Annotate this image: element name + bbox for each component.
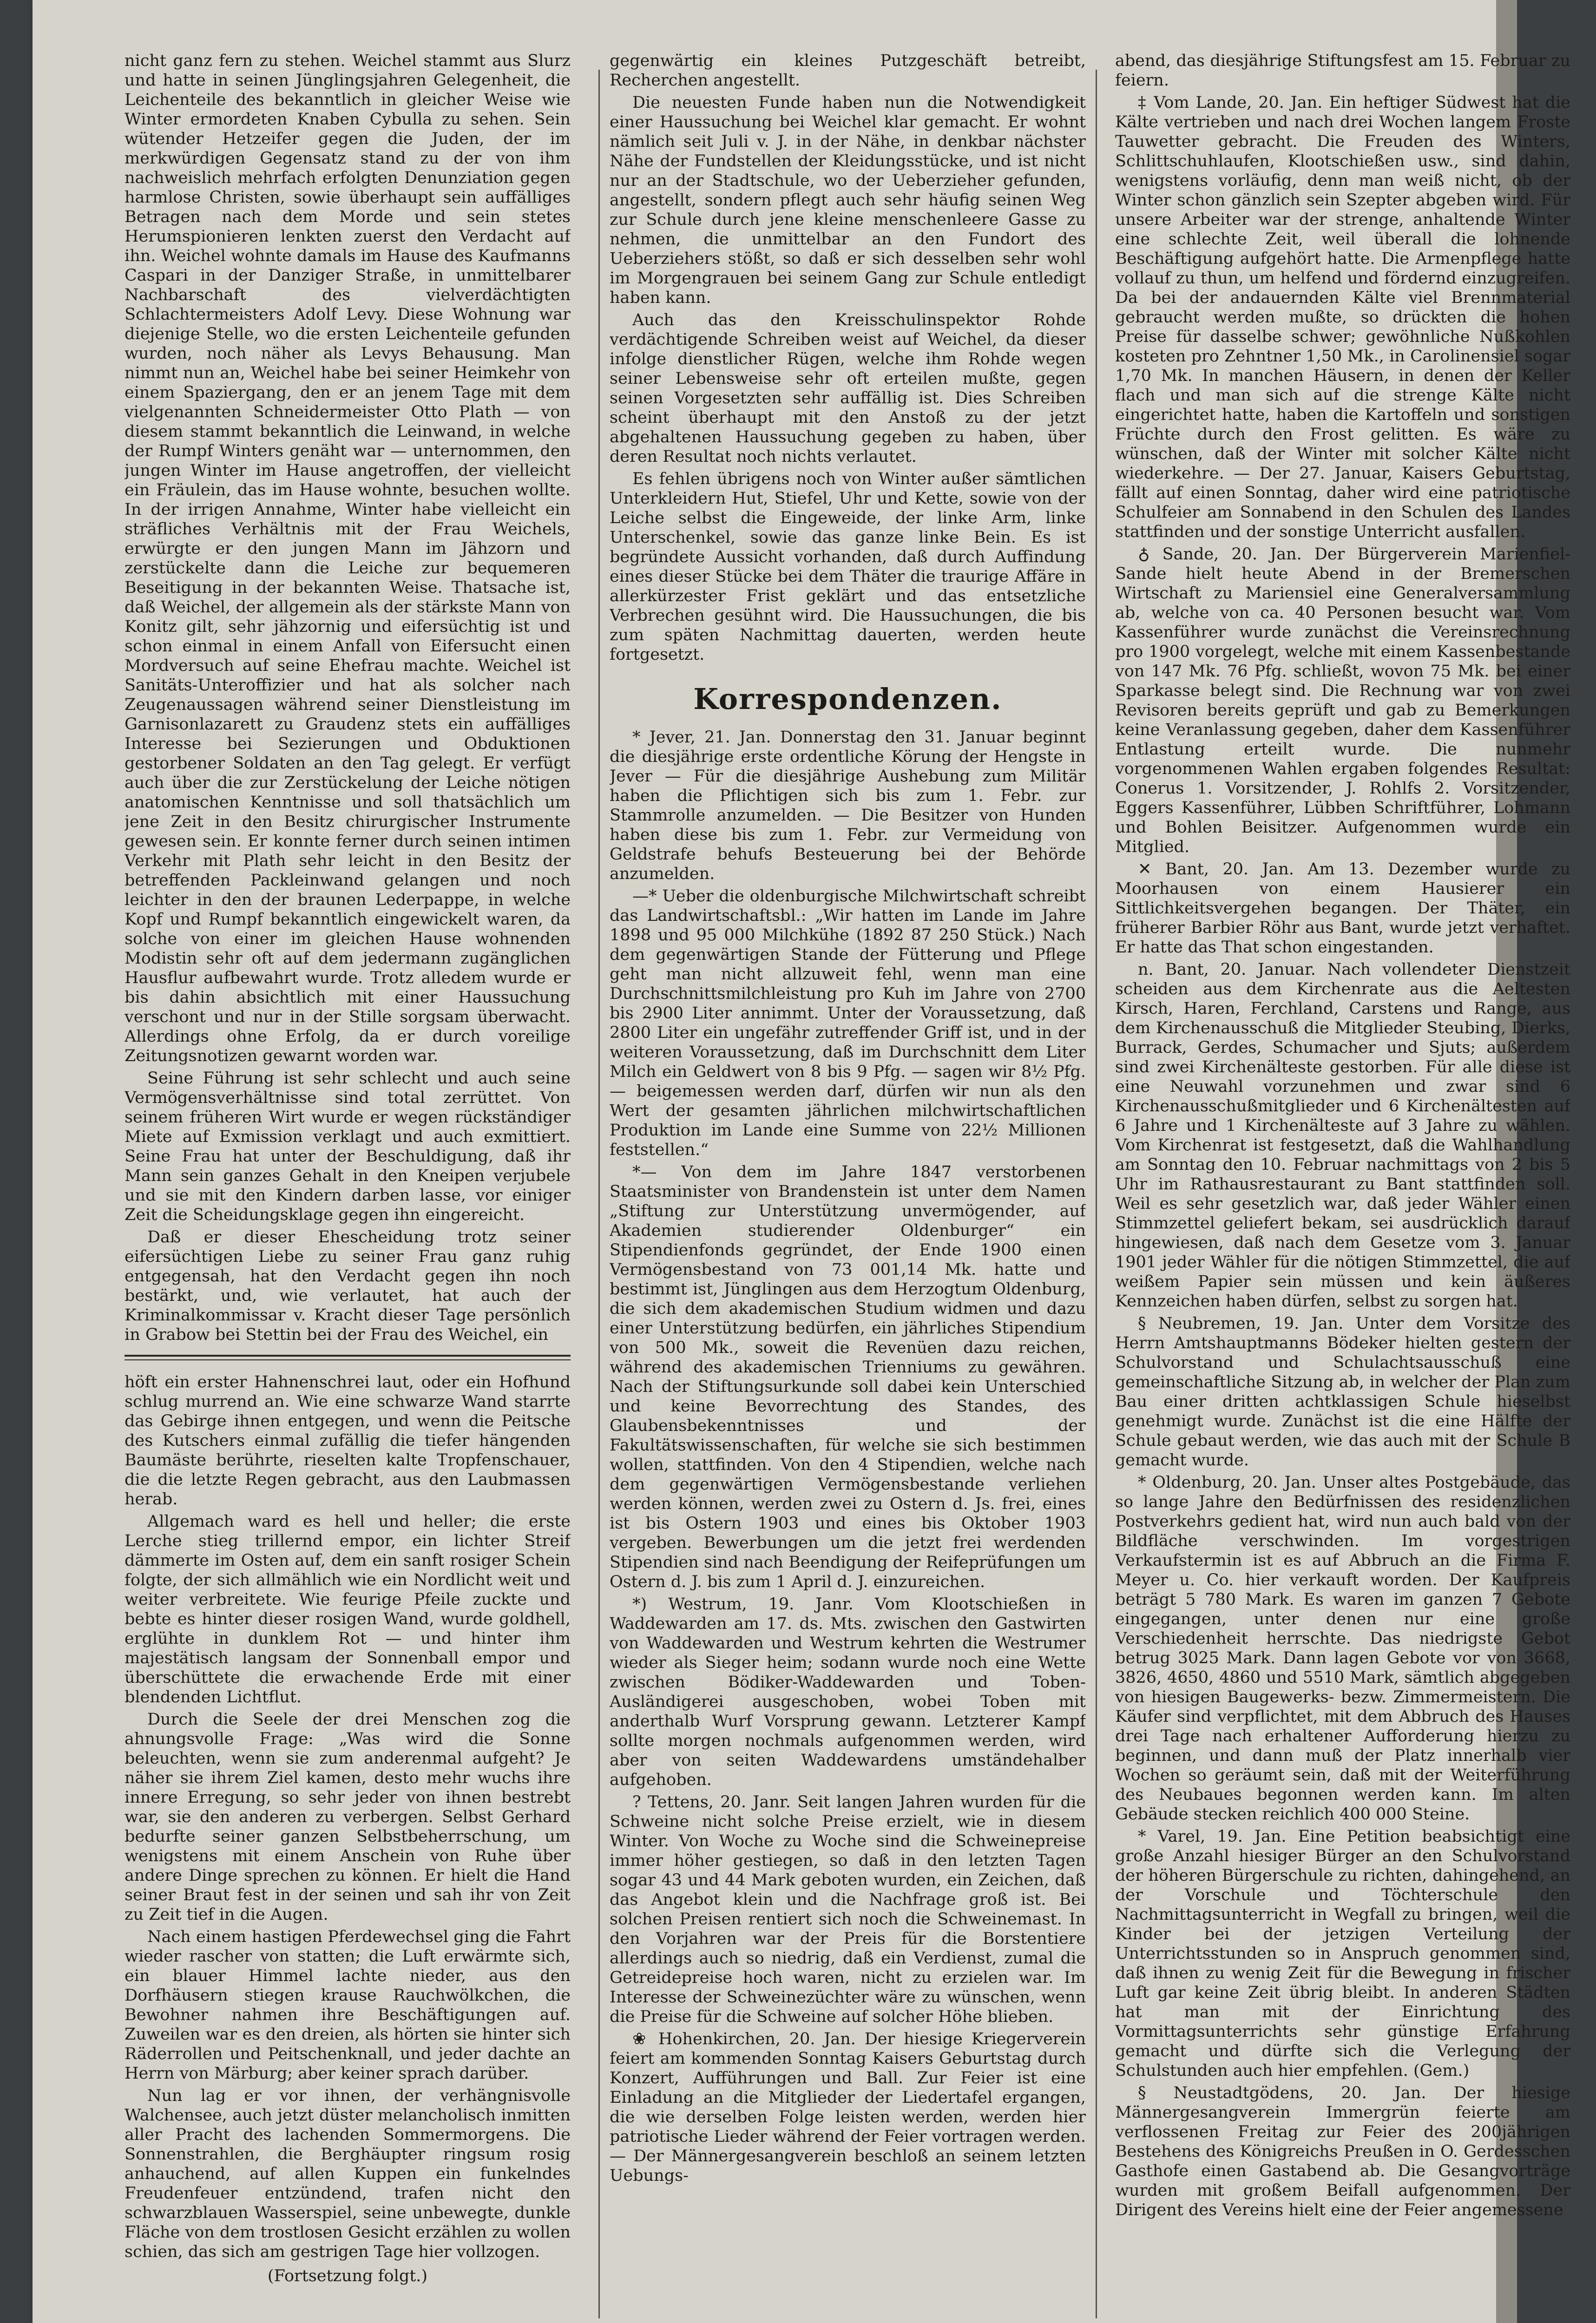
article-paragraph: Die neuesten Funde haben nun die Notwendigkeit einer Haussuchung bei Weichel klar gemacht. Er wohnt nämlich seit Juli v. J. in der Nähe, in denkbar nächster Nähe der Fundstellen der Kleidungsstücke, und ist nicht nur an der Stadtschule, wo der Ueberzieher gefunden, angestellt, sondern pflegt auch sehr häufig seinen Weg zur Schule durch jene kleine menschenleere Gasse zu nehmen, die unmittelbar an den Fundort des Ueberziehers stößt, so daß er sich desselben sehr wohl im Morgengrauen bei seinem Gang zur Schule entledigt haben kann.	[610, 93, 1086, 307]
news-item: * Varel, 19. Jan. Eine Petition beabsichtigt eine große Anzahl hiesiger Bürger an den Schulvorstand der höheren Bürgerschule zu richten, dahingehend, an der Vorschule und Töchterschule den Nachmittagsunterricht in Wegfall zu bringen, weil die Kinder bei der jetzigen Verteilung der Unterrichtsstunden so in Anspruch genommen sind, daß ihnen zu wenig Zeit für die Bewegung in frischer Luft gar keine Zeit übrig bleibt. In anderen Städten hat man mit der Einrichtung des Vormittagsunterrichts sehr günstige Erfahrung gemacht und dürfte sich die Verlegung der Schulstunden auch hier empfehlen. (Gem.)	[1115, 1827, 1570, 2080]
news-item: ? Tettens, 20. Janr. Seit langen Jahren wurden für die Schweine nicht solche Preise erzielt, wie in diesem Winter. Von Woche zu Woche sind die Schweinepreise immer höher gestiegen, so daß in den letzten Tagen sogar 43 und 44 Mark geboten wurden, ein Zeichen, daß das Angebot klein und die Nachfrage groß ist. Bei solchen Preisen rentiert sich noch die Schweinemast. In den Vorjahren war der Preis für die Borstentiere allerdings auch so niedrig, daß ein Verdienst, zumal die Getreidepreise hoch waren, nicht zu erzielen war. Im Interesse der Schweinezüchter wäre zu wünschen, wenn die Preise für die Schweine auf solcher Höhe blieben.	[610, 1793, 1086, 2026]
news-item: ✕ Bant, 20. Jan. Am 13. Dezember wurde zu Moorhausen von einem Hausierer ein Sittlichkeitsvergehen begangen. Der Thäter, ein früherer Barbier Röhr aus Bant, wurde jetzt verhaftet. Er hatte das That schon eingestanden.	[1115, 860, 1570, 957]
section-heading: Korrespondenzen.	[693, 682, 1002, 716]
column-divider	[598, 70, 600, 2318]
news-item: * Oldenburg, 20. Jan. Unser altes Postgebäude, das so lange Jahre den Bedürfnissen des residenzlichen Postverkehrs gedient hat, wird nun auch bald von der Bildfläche verschwinden. Im vorgestrigen Verkaufstermin ist es auf Abbruch an die Firma F. Meyer u. Co. hier verkauft worden. Der Kaufpreis beträgt 5 780 Mark. Es waren im ganzen 7 Gebote eingegangen, unter denen nur eine große Verschiedenheit herrschte. Das niedrigste Gebot betrug 3025 Mark. Dann lagen Gebote vor von 3668, 3826, 4650, 4860 und 5510 Mark, sämtlich abgegeben von hiesigen Baugewerks- bezw. Zimmermeistern. Die Käufer sind verpflichtet, mit dem Abbruch des Hauses drei Tage nach erhaltener Aufforderung hierzu zu beginnen, und dann muß der Platz innerhalb vier Wochen so geräumt sein, daß mit der Weiterführung des Neubaues begonnen werden kann. Im alten Gebäude stecken reichlich 400 000 Steine.	[1115, 1473, 1570, 1824]
serial-paragraph: Allgemach ward es hell und heller; die erste Lerche stieg trillernd empor, ein lichter Streif dämmerte im Osten auf, dem ein sanft rosiger Schein folgte, der sich allmählich wie ein Nordlicht weit und weiter verbreitete. Wie feurige Pfeile zuckte und bebte es hinter dieser rosigen Wand, wurde goldhell, erglühte in dunklem Rot — und hinter ihm majestätisch langsam der Sonnenball empor und überschüttete die erwachende Erde mit einer blendenden Lichtflut.	[125, 1512, 571, 1706]
news-item: ❀ Hohenkirchen, 20. Jan. Der hiesige Kriegerverein feiert am kommenden Sonntag Kaisers Geburtstag durch Konzert, Aufführungen und Ball. Zur Feier ist eine Einladung an die Mitglieder der Liedertafel ergangen, die wie derselben Folge leisten werden, werden hier patriotische Lieder während der Feier vortragen werden. — Der Männergesangverein beschloß an seinem letzten Uebungs-	[610, 2030, 1086, 2185]
serial-paragraph: höft ein erster Hahnenschrei laut, oder ein Hofhund schlug murrend an. Wie eine schwarze Wand starrte das Gebirge ihnen entgegen, und wenn die Peitsche des Kutschers einmal zufällig die tiefer hängenden Baumäste berührte, rieselten kalte Tropfenschauer, die die letzte Regen gebracht, aus den Laubmassen herab.	[125, 1373, 571, 1509]
news-item: —* Ueber die oldenburgische Milchwirtschaft schreibt das Landwirtschaftsbl.: „Wir hatten im Lande im Jahre 1898 und 95 000 Milchkühe (1892 87 250 Stück.) Nach dem gegenwärtigen Stande der Fütterung und Pflege geht man nicht allzuweit fehl, wenn man eine Durchschnittsmilchleistung pro Kuh im Jahre von 2700 bis 2900 Liter annimmt. Unter der Voraussetzung, daß 2800 Liter ein ungefähr zutreffender Griff ist, und in der weiteren Voraussetzung, daß im Durchschnitt dem Liter Milch ein Geldwert von 8 bis 9 Pfg. — sagen wir 8½ Pfg. — beigemessen werden darf, dürfen wir nun als den Wert der gesamten jährlichen milchwirtschaftlichen Produktion im Lande eine Summe von 22½ Millionen feststellen.“	[610, 887, 1086, 1159]
column-left	[125, 51, 571, 2318]
news-item: ‡ Vom Lande, 20. Jan. Ein heftiger Südwest hat die Kälte vertrieben und nach drei Wochen langem Froste Tauwetter gebracht. Die Freuden des Winters, Schlittschuhlaufen, Klootschießen usw., sind dahin, wenigstens vorläufig, denn man weiß nicht, ob der Winter schon gänzlich sein Szepter abgeben wird. Für unsere Arbeiter war der strenge, anhaltende Winter eine schlechte Zeit, weil überall die lohnende Beschäftigung aufgehört hatte. Die Armenpflege hatte vollauf zu thun, um helfend und fördernd einzugreifen. Da bei der andauernden Kälte viel Brennmaterial gebraucht werden mußte, so drückten die hohen Preise für dasselbe schwer; gewöhnliche Nußkohlen kosteten pro Zehntner 1,50 Mk., in Carolinensiel sogar 1,70 Mk. In manchen Häusern, in denen der Keller flach und man sich auf die strenge Kälte nicht eingerichtet hatte, haben die Kartoffeln und sonstigen Früchte durch den Frost gelitten. Es wäre zu wünschen, daß der Winter mit solcher Kälte nicht wiederkehre. — Der 27. Januar, Kaisers Geburtstag, fällt auf einen Sonntag, daher wird eine patriotische Schulfeier am Sonnabend in den Schulen des Landes stattfinden und der sonstige Unterricht ausfallen.	[1115, 93, 1570, 541]
article-paragraph: gegenwärtig ein kleines Putzgeschäft betreibt, Recherchen angestellt.	[610, 52, 1086, 90]
feuilleton-separator	[125, 1355, 571, 1360]
serial-paragraph: Nun lag er vor ihnen, der verhängnisvolle Walchensee, auch jetzt düster melancholisch inmitten aller Pracht des lachenden Sommermorgens. Die Sonnenstrahlen, die Berghäupter ringsum rosig anhauchend, auf allen Kuppen ein funkelndes Freudenfeuer entzündend, trafen nicht den schwarzblauen Wasserspiel, seine unbewegte, dunkle Fläche von dem trostlosen Gesicht erzählen zu wollen schien, das sich am gestrigen Tage hier vollzogen.	[125, 2087, 571, 2261]
news-item: *) Westrum, 19. Janr. Vom Klootschießen in Waddewarden am 17. ds. Mts. zwischen den Gastwirten von Waddewarden und Westrum kehrten die Westrumer wieder als Sieger heim; sodann wurde noch eine Wette zwischen Bödiker-Waddewarden und Toben-Ausländigerei ausgeschoben, wobei Toben mit anderthalb Wurf Vorsprung gewann. Letzterer Kampf sollte morgen nochmals aufgenommen werden, wird aber von seiten Waddewardens umständehalber aufgehoben.	[610, 1595, 1086, 1789]
column-divider	[1096, 70, 1097, 2318]
article-paragraph: Daß er dieser Ehescheidung trotz seiner eifersüchtigen Liebe zu seiner Frau ganz ruhig entgegensah, hat den Verdacht gegen ihn noch bestärkt, und, wie verlautet, hat auch der Kriminalkommissar v. Kracht dieser Tage persönlich in Grabow bei Stettin bei der Frau des Weichel, ein	[125, 1228, 571, 1344]
serial-paragraph: Nach einem hastigen Pferdewechsel ging die Fahrt wieder rascher von statten; die Luft erwärmte sich, ein blauer Himmel lachte nieder, aus den Dorfhäusern stiegen krause Rauchwölkchen, die Bewohner nahmen ihre Beschäftigungen auf. Zuweilen war es den dreien, als hörten sie hinter sich Räderrollen und Peitschenknall, und jeder dachte an Herrn von Märburg; aber keiner sprach darüber.	[125, 1928, 571, 2083]
continuation-note: (Fortsetzung folgt.)	[267, 2267, 428, 2285]
news-item: *— Von dem im Jahre 1847 verstorbenen Staatsminister von Brandenstein ist unter dem Namen „Stiftung zur Unterstützung unvermögender, auf Akademien studierender Oldenburger“ ein Stipendienfonds gegründet, der Ende 1900 einen Vermögensbestand von 73 001,14 Mk. hatte und bestimmt ist, Jünglingen aus dem Herzogtum Oldenburg, die sich dem akademischen Studium widmen und dazu einer Unterstützung bedürfen, ein jährliches Stipendium von 500 Mk., soweit die Revenüen dazu reichen, während des akademischen Trienniums zu gewähren. Nach der Stiftungsurkunde soll dabei kein Unterschied und keine Bevorrechtung des Standes, des Glaubensbekenntnisses und der Fakultätswissenschaften, für welche sie sich bestimmen wollen, stattfinden. Von den 4 Stipendien, welche nach dem gegenwärtigen Vermögensbestande verliehen werden können, werden zwei zu Ostern d. Js. frei, eines ist bis Ostern 1903 und eines bis Oktober 1903 vergeben. Bewerbungen um die jetzt frei werdenden Stipendien sind nach Beendigung der Reifeprüfungen um Ostern d. J. bis zum 1 April d. J. einzureichen.	[610, 1163, 1086, 1591]
news-item: * Jever, 21. Jan. Donnerstag den 31. Januar beginnt die diesjährige erste ordentliche Körung der Hengste in Jever — Für die diesjährige Aushebung zum Militär haben die Pflichtigen sich bis zum 1. Febr. zur Stammrolle anzumelden. — Die Besitzer von Hunden haben diese bis zum 1. Febr. zur Vermeidung von Geldstrafe behufs Besteuerung bei der Behörde anzumelden.	[610, 728, 1086, 883]
column-right	[1115, 51, 1570, 2318]
news-item: n. Bant, 20. Januar. Nach vollendeter Dienstzeit scheiden aus dem Kirchenrate aus die Aeltesten Kirsch, Haren, Ferchland, Carstens und Range, aus dem Kirchenausschuß die Mitglieder Steubing, Dierks, Burrack, Gerdes, Schumacher und Sjuts; außerdem sind zwei Kirchenälteste gestorben. Für alle diese ist eine Neuwahl vorzunehmen und zwar sind 6 Kirchenausschußmitglieder und 6 Kirchenältesten auf 6 Jahre und 1 Kirchenälteste auf 3 Jahre zu wählen. Vom Kirchenrat ist festgesetzt, daß die Wahlhandlung am Sonntag den 10. Februar nachmittags von 2 bis 5 Uhr im Rathausrestaurant zu Bant stattfinden soll. Weil es sehr gesetzlich war, daß jeder Wähler einen Stimmzettel geliefert bekam, sei ausdrücklich darauf hingewiesen, daß nach dem Gesetze vom 3. Januar 1901 jeder Wähler für die nötigen Stimmzettel, die auf weißem Papier sein müssen und kein äußeres Kennzeichen haben dürfen, selbst zu sorgen hat.	[1115, 960, 1570, 1311]
article-paragraph: Es fehlen übrigens noch von Winter außer sämtlichen Unterkleidern Hut, Stiefel, Uhr und Kette, sowie von der Leiche selbst die Eingeweide, der linke Arm, linke Unterschenkel, sowie das ganze linke Bein. Es ist begründete Aussicht vorhanden, daß durch Auffindung eines dieser Stücke bei dem Thäter die traurige Affäre in allerkürzester Frist geklärt und das entsetzliche Verbrechen gesühnt wird. Die Haussuchungen, die bis zum späten Nachmittag dauerten, werden heute fortgesetzt.	[610, 470, 1086, 664]
news-item: § Neubremen, 19. Jan. Unter dem Vorsitze des Herrn Amtshauptmanns Bödeker hielten gestern der Schulvorstand und Schulachtsausschuß eine gemeinschaftliche Sitzung ab, in welcher der Plan zum Bau einer dritten achtklassigen Schule hieselbst genehmigt wurde. Zunächst ist die eine Hälfte der Schule gebaut werden, wie das auch mit der Schule B gemacht wurde.	[1115, 1314, 1570, 1470]
news-item: ♁ Sande, 20. Jan. Der Bürgerverein Marienfiel-Sande hielt heute Abend in der Bremerschen Wirtschaft zu Mariensiel eine Generalversammlung ab, welche von ca. 40 Personen besucht war. Vom Kassenführer wurde zunächst die Vereinsrechnung pro 1900 vorgelegt, welche mit einem Kassenbestande von 147 Mk. 76 Pfg. schließt, wovon 75 Mk. bei einer Sparkasse belegt sind. Die Rechnung war von zwei Revisoren bereits geprüft und gab zu Bemerkungen keine Veranlassung gegeben, daher dem Kassenführer Entlastung erteilt wurde. Die nunmehr vorgenommenen Wahlen ergaben folgendes Resultat: Conerus 1. Vorsitzender, J. Rohlfs 2. Vorsitzender, Eggers Kassenführer, Lübben Schriftführer, Lohmann und Bohlen Beisitzer. Aufgenommen wurde ein Mitglied.	[1115, 545, 1570, 856]
news-item: § Neustadtgödens, 20. Jan. Der hiesige Männergesangverein Immergrün feierte am verflossenen Freitag zur Feier des 200jährigen Bestehens des Königreichs Preußen in O. Gerdesschen Gasthofe einen Gastabend ab. Die Gesangvorträge wurden mit großem Beifall aufgenommen. Der Dirigent des Vereins hielt eine der Feier angemessene	[1115, 2084, 1570, 2219]
article-paragraph: Seine Führung ist sehr schlecht und auch seine Vermögensverhältnisse sind total zerrüttet. Von seinem früheren Wirt wurde er wegen rückständiger Miete auf Exmission verklagt und auch exmittiert. Seine Frau hat unter der Beschuldigung, daß ihr Mann sein ganzes Gehalt in den Kneipen verjubele und sie mit den Kindern darben lasse, vor einiger Zeit die Scheidungsklage gegen ihn eingereicht.	[125, 1069, 571, 1224]
news-item: abend, das diesjährige Stiftungsfest am 15. Februar zu feiern.	[1115, 52, 1570, 90]
serial-paragraph: Durch die Seele der drei Menschen zog die ahnungsvolle Frage: „Was wird die Sonne beleuchten, wenn sie zum anderenmal aufgeht? Je näher sie ihrem Ziel kamen, desto mehr wuchs ihre innere Erregung, so sehr jeder von ihnen bestrebt war, sie den anderen zu verbergen. Selbst Gerhard bedurfte seiner ganzen Selbstbeherrschung, um wenigstens mit einem Anschein von Ruhe über andere Dinge sprechen zu können. Er hielt die Hand seiner Braut fest in der seinen und sah ihr von Zeit zu Zeit tief in die Augen.	[125, 1710, 571, 1924]
article-paragraph: nicht ganz fern zu stehen. Weichel stammt aus Slurz und hatte in seinen Jünglingsjahren Gelegenheit, die Leichenteile des bekanntlich in gleicher Weise wie Winter ermordeten Knaben Cybulla zu sehen. Sein wütender Hetzeifer gegen die Juden, der im merkwürdigen Gegensatz stand zu der von ihm nachweislich mehrfach erfolgten Denunziation gegen harmlose Christen, sowie überhaupt sein auffälliges Betragen nach dem Morde und sein stetes Herumspionieren lenkten zuerst den Verdacht auf ihn. Weichel wohnte damals im Hause des Kaufmanns Caspari in der Danziger Straße, in unmittelbarer Nachbarschaft des vielverdächtigten Schlachtermeisters Adolf Levy. Diese Wohnung war diejenige Stelle, wo die ersten Leichenteile gefunden wurden, noch näher als Levys Behausung. Man nimmt nun an, Weichel habe bei seiner Heimkehr von einem Spaziergang, den er an jenem Tage mit dem vielgenannten Schneidermeister Otto Plath — von diesem stammt bekanntlich die Leinwand, in welche der Rumpf Winters genäht war — unternommen, den jungen Winter im Hause angetroffen, der vielleicht ein Fräulein, das im Hause wohnte, besuchen wollte. In der irrigen Annahme, Winter habe vielleicht ein sträfliches Verhältnis mit der Frau Weichels, erwürgte er den jungen Mann im Jähzorn und zerstückelte dann die Leiche zur bequemeren Beseitigung in der bekannten Weise. Thatsache ist, daß Weichel, der allgemein als der stärkste Mann von Konitz gilt, sehr jähzornig und eifersüchtig ist und schon einmal in einem Anfall von Eifersucht einen Mordversuch auf seine Ehefrau machte. Weichel ist Sanitäts-Unteroffizier und hat als solcher nach Zeugenaussagen während seiner Dienstleistung im Garnisonlazarett zu Graudenz stets ein auffälliges Interesse bei Sezierungen und Obduktionen gestorbener Soldaten an den Tag gelegt. Er verfügt auch über die zur Zerstückelung der Leiche nötigen anatomischen Kenntnisse und soll thatsächlich um jene Zeit in den Besitz chirurgischer Instrumente gewesen sein. Er konnte ferner durch seinen intimen Verkehr mit Plath sehr leicht in den Besitz der betreffenden Packleinwand gelangen und noch leichter in den der braunen Lederpappe, in welche Kopf und Rumpf bekanntlich eingewickelt waren, da solche von einer im gleichen Hause wohnenden Modistin sehr oft auf dem jedermann zugänglichen Hausflur aufbewahrt wurde. Trotz alledem wurde er bis dahin absichtlich mit einer Haussuchung verschont und nur in der Stille sorgsam überwacht. Allerdings ohne Erfolg, da er durch voreilige Zeitungsnotizen gewarnt worden war.	[125, 52, 571, 1065]
column-middle	[610, 51, 1086, 2318]
article-paragraph: Auch das den Kreisschulinspektor Rohde verdächtigende Schreiben weist auf Weichel, da dieser infolge dienstlicher Rügen, welche ihm Rohde wegen seiner Lebensweise sehr oft erteilen mußte, gegen seinen Vorgesetzten sehr auffällig ist. Dies Schreiben scheint überhaupt mit den Anstoß zu der jetzt abgehaltenen Haussuchung gegeben zu haben, über deren Resultat noch nichts verlautet.	[610, 311, 1086, 466]
